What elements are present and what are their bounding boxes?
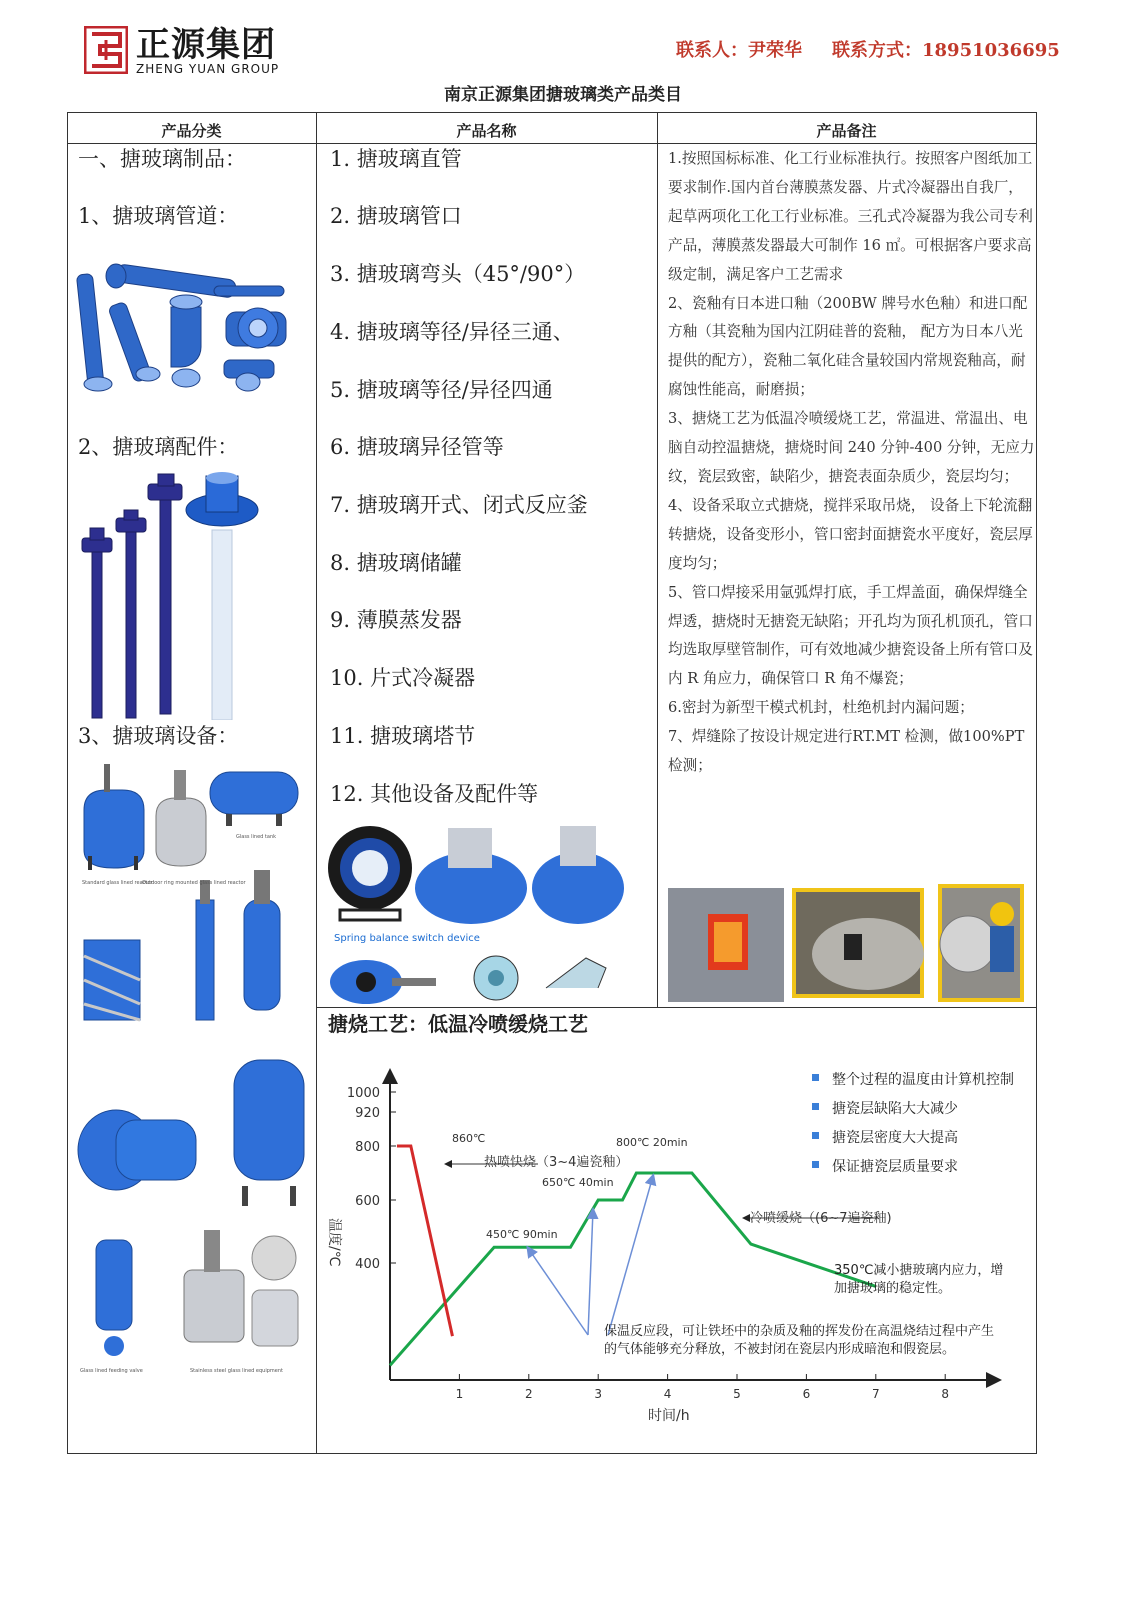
quench-curve-line xyxy=(397,1146,453,1336)
y-tick-label: 920 xyxy=(355,1106,380,1121)
logo-text-cn: 正源集团 xyxy=(136,25,276,65)
product-name-item: 3. 搪玻璃弯头（45°/90°） xyxy=(330,262,586,286)
document-title: 南京正源集团搪玻璃类产品类目 xyxy=(444,85,682,105)
note-item: 6.密封为新型干模式机封，杜绝机封内漏问题； xyxy=(668,699,974,717)
x-tick-label: 4 xyxy=(663,1387,672,1401)
annotation-450: 450℃ 90min xyxy=(486,1228,558,1241)
annotation-350-box xyxy=(834,1262,1014,1310)
note-item: 7、焊缝除了按设计规定进行RT.MT 检测，做100%PT检测； xyxy=(668,728,1025,775)
legend-marker xyxy=(812,1132,819,1139)
y-axis-label: 温度/℃ xyxy=(326,1218,342,1267)
reactor-images xyxy=(76,760,306,1380)
factory-photos xyxy=(668,884,1028,1006)
table-column-divider xyxy=(657,112,658,1007)
caption-glass-lined-tank: Glass lined tank xyxy=(236,834,277,840)
x-tick-label: 1 xyxy=(455,1387,464,1401)
legend-marker xyxy=(812,1074,819,1081)
annotation-hot-spray: 热喷快烧（3~4遍瓷釉） xyxy=(484,1155,629,1170)
logo-text-en: ZHENG YUAN GROUP xyxy=(136,62,280,76)
product-name-item: 1. 搪玻璃直管 xyxy=(330,147,462,171)
product-name-item: 7. 搪玻璃开式、闭式反应釜 xyxy=(330,493,588,517)
company-logo xyxy=(84,25,280,78)
process-legend xyxy=(812,1071,1014,1175)
caption-outdoor-reactor: Outdoor ring mounted glass lined reactor xyxy=(142,880,246,886)
legend-item: 搪瓷层密度大大提高 xyxy=(832,1130,958,1146)
caption-stainless-equipment: Stainless steel glass lined equipment xyxy=(190,1368,283,1374)
annotation-860: 860℃ xyxy=(452,1132,486,1145)
x-tick-label: 2 xyxy=(524,1387,533,1401)
product-notes xyxy=(668,145,1036,781)
annotation-arrows xyxy=(446,1164,878,1335)
annotation-350: 350℃减小搪玻璃内应力，增加搪玻璃的稳定性。 xyxy=(834,1263,1004,1296)
annotation-650: 650℃ 40min xyxy=(542,1176,614,1189)
contact-phone: 联系方式：18951036695 xyxy=(832,40,1060,61)
category-enamel-pipes: 1、搪玻璃管道： xyxy=(78,204,239,228)
x-tick-label: 7 xyxy=(871,1387,880,1401)
contact-person: 联系人：尹荣华 xyxy=(676,40,802,61)
product-name-item: 8. 搪玻璃储罐 xyxy=(330,551,462,575)
note-item: 3、搪烧工艺为低温冷喷缓烧工艺，常温进、常温出、电脑自动控温搪烧，搪烧时间 240 分钟-400 分钟，无应力纹，瓷层致密，缺陷少，搪瓷表面杂质少，瓷层均匀； xyxy=(668,410,1035,485)
process-title: 搪烧工艺：低温冷喷缓烧工艺 xyxy=(328,1012,588,1036)
x-tick-label: 8 xyxy=(941,1387,950,1401)
process-temperature-chart xyxy=(318,1040,1030,1440)
category-enamel-equipment: 3、搪玻璃设备： xyxy=(78,724,239,748)
caption-feeding-valve: Glass lined feeding valve xyxy=(80,1368,143,1374)
legend-item: 整个过程的温度由计算机控制 xyxy=(832,1072,1014,1088)
product-name-item: 11. 搪玻璃塔节 xyxy=(330,724,476,748)
product-name-item: 12. 其他设备及配件等 xyxy=(330,782,539,806)
x-tick-label: 3 xyxy=(594,1387,603,1401)
spring-balance-caption: Spring balance switch device xyxy=(334,933,480,944)
product-name-item: 5. 搪玻璃等径/异径四通 xyxy=(330,378,553,402)
logo-mark-icon xyxy=(84,26,128,74)
y-tick-label: 800 xyxy=(355,1140,380,1155)
caption-standard-reactor: Standard glass lined reactor xyxy=(82,880,153,886)
product-name-item: 10. 片式冷凝器 xyxy=(330,666,476,690)
spring-balance-device-image xyxy=(326,818,626,1006)
legend-item: 保证搪瓷层质量要求 xyxy=(832,1159,958,1175)
enamel-fittings-image xyxy=(78,470,278,720)
x-axis-label: 时间/h xyxy=(648,1408,690,1424)
y-tick-label: 1000 xyxy=(346,1086,380,1101)
annotation-cold-spray: 冷喷缓烧（(6~7遍瓷釉) xyxy=(750,1211,892,1226)
product-name-item: 9. 薄膜蒸发器 xyxy=(330,608,462,632)
header-product-name: 产品名称 xyxy=(456,122,517,140)
enamel-pipes-image xyxy=(76,262,302,402)
table-column-divider xyxy=(316,112,317,1454)
product-name-item: 4. 搪玻璃等径/异径三通、 xyxy=(330,320,574,344)
y-tick-label: 600 xyxy=(355,1194,380,1209)
note-item: 4、设备采取立式搪烧，搅拌采取吊烧， 设备上下轮流翻转搪烧，设备变形小，管口密封面搪瓷水平度好，瓷层厚度均匀； xyxy=(668,496,1033,572)
legend-marker xyxy=(812,1161,819,1168)
y-tick-label: 400 xyxy=(355,1257,380,1272)
x-tick-label: 6 xyxy=(802,1387,811,1401)
category-enamel-fittings: 2、搪玻璃配件： xyxy=(78,435,239,459)
x-tick-label: 5 xyxy=(733,1387,741,1401)
product-name-item: 2. 搪玻璃管口 xyxy=(330,204,462,228)
annotation-hold-box xyxy=(604,1323,1004,1379)
note-item: 1.按照国标标准、化工行业标准执行。按照客户图纸加工要求制作.国内首台薄膜蒸发器、片式冷凝器出自我厂，起草两项化工化工行业标准。三孔式冷凝器为我公司专利产品，薄膜蒸发器最大可制作 16 ㎡。可根据客户要求高级定制，满足客户工艺需求 xyxy=(668,150,1033,283)
note-item: 2、瓷釉有日本进口釉（200BW 牌号水色釉）和进口配方釉（其瓷釉为国内江阴硅普的瓷釉， 配方为日本八光提供的配方），瓷釉二氧化硅含量较国内常规瓷釉高，耐腐蚀性能高，耐磨损； xyxy=(668,294,1028,399)
category-enamel-products: 一、搪玻璃制品： xyxy=(78,147,246,171)
annotation-hold: 保温反应段，可让铁坯中的杂质及釉的挥发份在高温烧结过程中产生的气体能够充分释放，不被封闭在瓷层内形成暗泡和假瓷层。 xyxy=(604,1324,995,1357)
annotation-800: 800℃ 20min xyxy=(616,1136,688,1149)
legend-item: 搪瓷层缺陷大大减少 xyxy=(832,1101,958,1117)
header-category: 产品分类 xyxy=(161,122,222,140)
note-item: 5、管口焊接采用氩弧焊打底，手工焊盖面，确保焊缝全焊透，搪烧时无搪瓷无缺陷；开孔均为顶孔机顶孔，管口均选取厚壁管制作，可有效地减少搪瓷设备上所有管口及内 R 角应力，确保管口 R 角不爆瓷； xyxy=(668,583,1033,688)
header-product-notes: 产品备注 xyxy=(816,122,877,140)
product-name-item: 6. 搪玻璃异径管等 xyxy=(330,435,504,459)
legend-marker xyxy=(812,1103,819,1110)
